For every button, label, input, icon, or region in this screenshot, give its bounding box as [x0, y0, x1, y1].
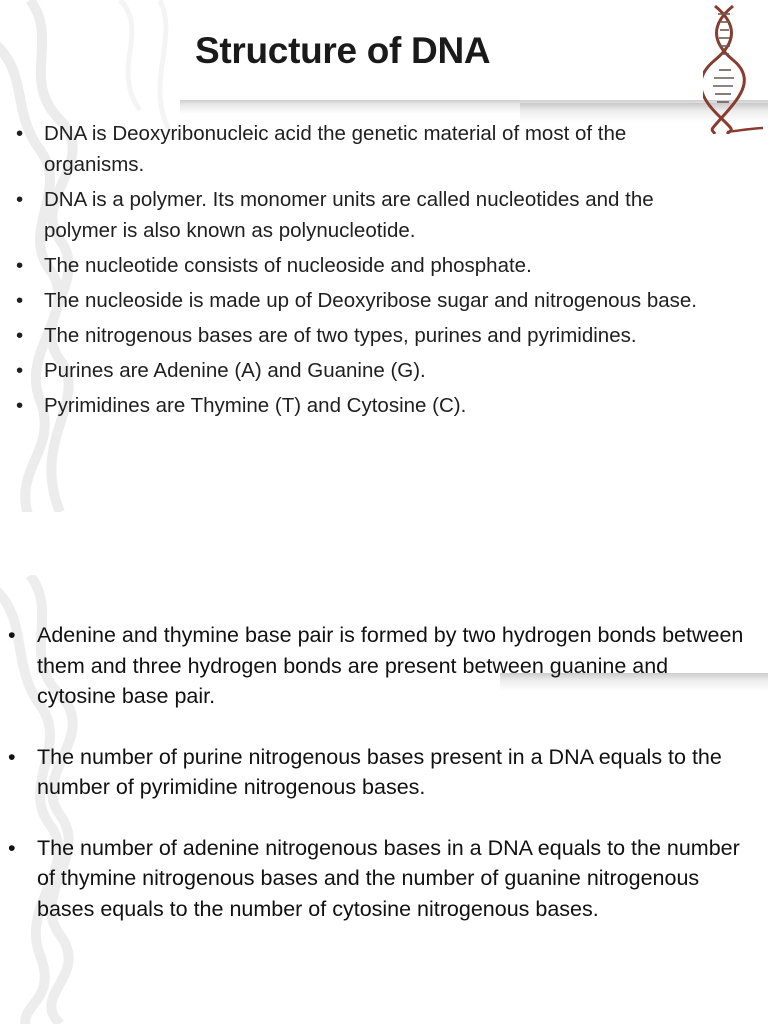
slide-2: [0, 575, 768, 1024]
list-item: • The number of adenine nitrogenous bases in a DNA equals to the number of thymine nitrogenous bases and the number of guanine nitrogenous bases equals to the number of cytosine nitrogenous bases.: [8, 835, 740, 921]
list-item: • The nitrogenous bases are of two types, purines and pyrimidines.: [16, 324, 637, 347]
list-item: • The number of purine nitrogenous bases present in a DNA equals to the number of pyrimidine nitrogenous bases.: [8, 744, 722, 799]
list-item: • DNA is Deoxyribonucleic acid the genetic material of most of the organisms.: [16, 122, 627, 176]
list-item: • The nucleoside is made up of Deoxyribose sugar and nitrogenous base.: [16, 289, 697, 312]
bullet-list: [14, 118, 724, 425]
list-item: • Purines are Adenine (A) and Guanine (G).: [16, 359, 426, 382]
list-item: • DNA is a polymer. Its monomer units are called nucleotides and the polymer is also known as polynucleotide.: [16, 188, 654, 242]
list-item: • Pyrimidines are Thymine (T) and Cytosine (C).: [16, 394, 467, 417]
list-item: • The nucleotide consists of nucleoside and phosphate.: [16, 254, 532, 277]
page-title: Structure of DNA: [195, 30, 491, 71]
bullet-list: [6, 620, 751, 954]
list-item: • Adenine and thymine base pair is formed by two hydrogen bonds between them and three hydrogen bonds are present between guanine and cytosine base pair.: [8, 623, 744, 708]
dna-helix-icon: [703, 4, 763, 134]
